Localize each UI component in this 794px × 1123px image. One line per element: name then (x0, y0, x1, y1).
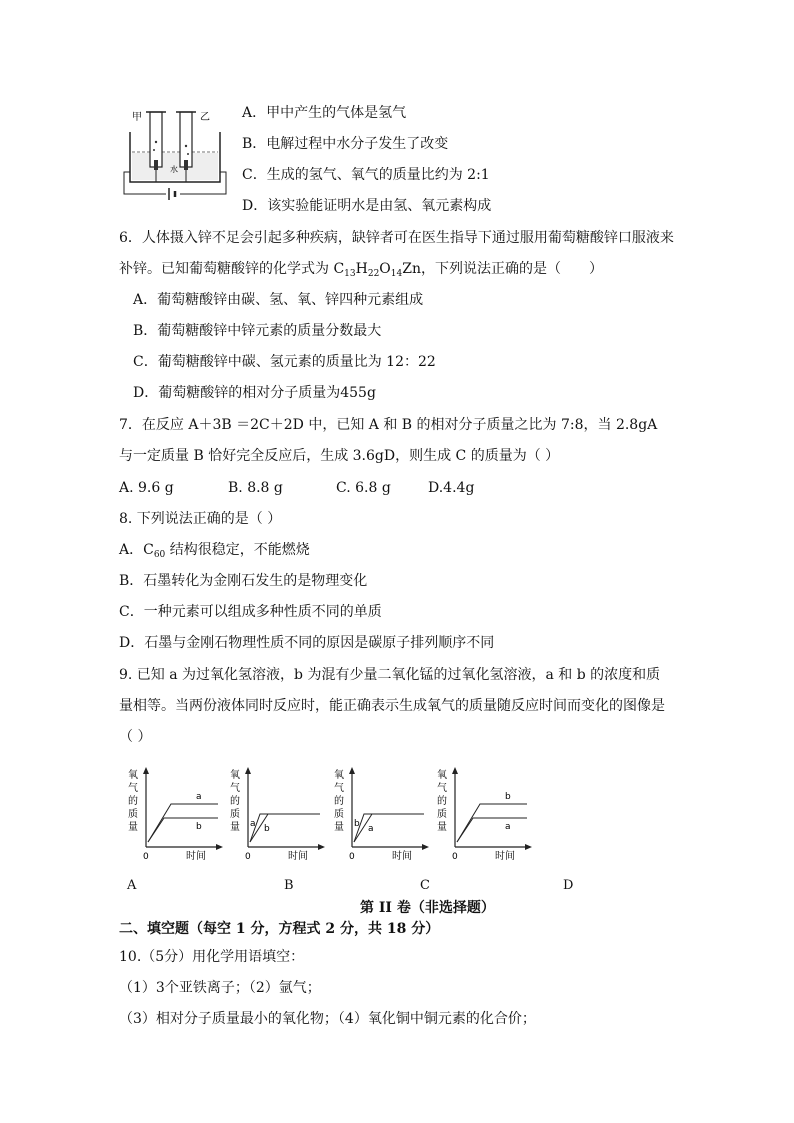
q9-graph-a-y5: 量 (128, 822, 138, 833)
q9-graph-b-curve-a (250, 814, 320, 842)
q10-line1: （1）3个亚铁离子；（2）氩气； (119, 980, 321, 996)
q9-graph-a-label: A (127, 878, 137, 893)
section-heading: 二、填空题（每空 1 分，方程式 2 分，共 18 分） (119, 921, 440, 937)
q8-option-a (119, 541, 310, 559)
q9-stem-line3: （ ） (119, 729, 152, 745)
q6-option-d: D．葡萄糖酸锌的相对分子质量为455g (133, 385, 376, 401)
q9-graph-d-upper-label: b (505, 792, 511, 802)
q10-line2: （3）相对分子质量最小的氧化物；（4）氧化铜中铜元素的化合价； (119, 1011, 536, 1027)
q6-h: H (355, 261, 368, 277)
q6-line2-pre: 补锌。已知葡萄糖酸锌的化学式为 C (119, 261, 345, 277)
q9-graph-b (228, 762, 328, 864)
q6-sub-13: 13 (344, 269, 356, 279)
q9-graph-c-label-1: b (354, 819, 360, 829)
q7-stem-line1: 7．在反应 A＋3B ＝2C＋2D 中，已知 A 和 B 的相对分子质量之比为 7:8，当 2.8gA (119, 417, 658, 433)
q10-stem: 10.（5分）用化学用语填空： (119, 949, 305, 965)
q8-option-c: C．一种元素可以组成多种性质不同的单质 (119, 604, 382, 620)
q9-graph-b-origin: 0 (245, 852, 251, 862)
q8-option-a-post: 结构很稳定，不能燃烧 (165, 542, 310, 558)
q9-stem-line1: 9. 已知 a 为过氧化氢溶液，b 为混有少量二氧化锰的过氧化氢溶液，a 和 b 的浓度和质 (119, 667, 661, 683)
q9-graph-c-y4: 质 (334, 809, 344, 820)
q8-option-a-pre: A．C (119, 542, 154, 558)
q9-graph-c-y3: 的 (334, 796, 344, 807)
q7-option-b: B. 8.8 g (228, 480, 283, 496)
q9-graph-d-label: D (563, 878, 574, 893)
q6-option-b: B．葡萄糖酸锌中锌元素的质量分数最大 (133, 323, 382, 339)
q9-graph-c-y1: 氧 (334, 770, 344, 781)
q9-graph-d-origin: 0 (452, 852, 458, 862)
q9-stem-line2: 量相等。当两份液体同时反应时，能正确表示生成氧气的质量随反应时间而变化的图像是 (119, 698, 665, 714)
q9-graph-d (435, 762, 535, 864)
q9-graph-d-lower-label: a (505, 822, 511, 832)
q9-graph-d-curve-b (457, 804, 527, 842)
q9-graph-b-y1: 氧 (230, 770, 240, 781)
q8-stem: 8. 下列说法正确的是（ ） (119, 511, 282, 527)
q6-stem-line2 (119, 260, 603, 278)
q6-o: O (379, 261, 391, 277)
q9-graph-c-origin: 0 (349, 852, 355, 862)
q6-sub-14: 14 (390, 269, 403, 279)
q7-option-c: C. 6.8 g (336, 480, 391, 496)
q9-graph-a-y3: 的 (128, 796, 138, 807)
q9-graph-c-curve-b (354, 814, 424, 842)
apparatus-left-label: 甲 (132, 112, 142, 123)
q9-graph-c (332, 762, 432, 864)
q9-graph-c-y5: 量 (334, 822, 344, 833)
q8-option-d: D．石墨与金刚石物理性质不同的原因是碳原子排列顺序不同 (119, 635, 495, 651)
q9-graph-a-upper-label: a (196, 792, 202, 802)
q9-graph-b-y2: 气 (230, 783, 240, 794)
q9-graph-a-curve-a (148, 804, 218, 842)
q9-graph-d-y5: 量 (437, 822, 447, 833)
q8-option-b: B．石墨转化为金刚石发生的是物理变化 (119, 573, 368, 589)
q9-graph-a (126, 762, 226, 864)
apparatus-water-label: 水 (170, 165, 178, 174)
q9-graph-b-xlabel: 时间 (288, 851, 308, 862)
q9-graph-c-y2: 气 (334, 783, 344, 794)
q9-graph-c-label-2: a (368, 824, 374, 834)
q9-graph-a-curve-b (148, 818, 218, 842)
q7-stem-line2: 与一定质量 B 恰好完全反应后，生成 3.6gD，则生成 C 的质量为（ ） (119, 448, 560, 464)
q9-graph-a-origin: 0 (143, 852, 149, 862)
q6-stem-line1: 6．人体摄入锌不足会引起多种疾病，缺锌者可在医生指导下通过服用葡萄糖酸锌口服液来 (119, 230, 674, 246)
q9-graph-d-y4: 质 (437, 809, 447, 820)
q5-option-b: B．电解过程中水分子发生了改变 (242, 136, 449, 152)
q9-graph-a-y1: 氧 (128, 770, 138, 781)
q9-graph-d-xlabel: 时间 (495, 851, 515, 862)
q9-graph-c-xlabel: 时间 (392, 851, 412, 862)
q9-graph-a-y2: 气 (128, 783, 138, 794)
q9-graph-b-label-2: b (264, 824, 270, 834)
q9-graph-b-y3: 的 (230, 796, 240, 807)
q5-option-a: A．甲中产生的气体是氢气 (242, 105, 407, 121)
q9-graph-d-curve-a (457, 818, 527, 842)
volume-title: 第 II 卷（非选择题） (360, 900, 495, 916)
q7-option-d: D.4.4g (428, 480, 475, 496)
q6-line2-post: Zn，下列说法正确的是（ ） (402, 261, 603, 277)
q6-option-a: A．葡萄糖酸锌由碳、氢、氧、锌四种元素组成 (133, 292, 424, 308)
q5-option-d: D．该实验能证明水是由氢、氧元素构成 (242, 198, 492, 214)
q9-graph-b-y5: 量 (230, 822, 240, 833)
q9-graph-a-y4: 质 (128, 809, 138, 820)
q8-option-a-sub: 60 (153, 550, 166, 560)
q9-graph-a-lower-label: b (196, 822, 202, 832)
q9-graph-d-y2: 气 (437, 783, 447, 794)
q9-graph-a-xlabel: 时间 (186, 851, 206, 862)
q9-graph-b-label-1: a (250, 819, 256, 829)
q9-graph-d-y1: 氧 (437, 770, 447, 781)
q6-sub-22: 22 (367, 269, 380, 279)
q9-graph-d-y3: 的 (437, 796, 447, 807)
q9-graph-c-label: C (420, 878, 430, 893)
electrolysis-apparatus-figure (120, 102, 230, 202)
q5-option-c: C．生成的氢气、氧气的质量比约为 2:1 (242, 167, 490, 183)
q6-option-c: C．葡萄糖酸锌中碳、氢元素的质量比为 12：22 (133, 354, 436, 370)
q9-graph-b-label: B (284, 878, 294, 893)
q9-graph-b-y4: 质 (230, 809, 240, 820)
apparatus-right-label: 乙 (200, 112, 210, 123)
q7-option-a: A. 9.6 g (119, 480, 174, 496)
